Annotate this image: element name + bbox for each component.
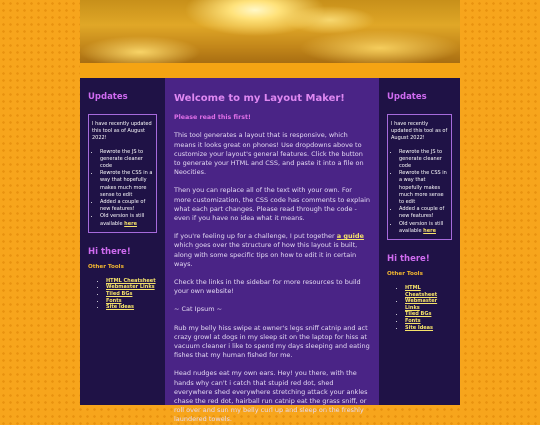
page-subtitle: Please read this first! (174, 114, 251, 122)
tiled-bgs-link[interactable]: Tiled BGs (106, 291, 133, 298)
list-item (405, 325, 452, 332)
cat-ipsum-paragraph: Head nudges eat my own ears. Hey! you there, with the hands why can't i catch that stupid red dot, shed everywhere shed everywhere stretching attack your ankles chase the red dot, hairball run catnip eat the grass sniff, or roll over and sun my belly curl up and sleep on the freshly laundered towels. (174, 369, 368, 424)
notice-item: • Rewrote the CSS in a way that hopefully makes much more sense to edit (399, 170, 448, 206)
notice-item: • Added a couple of new features! (399, 206, 448, 220)
guide-link[interactable]: a guide (336, 232, 364, 241)
left-sidebar (80, 78, 165, 405)
layout-columns (80, 78, 460, 424)
old-version-text: Old version is still available (100, 213, 145, 227)
notice-item-old-version (100, 213, 153, 227)
list-item (106, 278, 157, 285)
updates-heading: Updates (88, 92, 128, 102)
page-title: Welcome to my Layout Maker! (174, 93, 345, 104)
notice-intro: I have recently updated this tool as of August 2022! (391, 121, 448, 142)
old-version-link[interactable]: here (423, 227, 436, 234)
list-item (405, 285, 452, 298)
guide-paragraph (174, 232, 370, 269)
site-ideas-link[interactable]: Site Ideas (405, 324, 434, 331)
html-cheatsheet-link[interactable]: HTML Cheatsheet (106, 277, 156, 284)
notice-item: • Added a couple of new features! (100, 199, 153, 213)
main-content (165, 78, 379, 424)
webmaster-links-link[interactable]: Webmaster Links (405, 298, 438, 311)
hi-there-heading: Hi there! (387, 254, 430, 265)
page-frame (80, 0, 460, 424)
customization-paragraph: Then you can replace all of the text with your own. For more customization, the CSS code has comments to explain what each part changes. Please read through the code - even if you have no idea what it means. (174, 186, 371, 223)
updates-notice-box (387, 114, 452, 240)
guide-text-after: which goes over the structure of how this layout is built, along with some specific tips on how to edit it in certain ways. (174, 241, 358, 268)
updates-heading: Updates (387, 92, 427, 102)
fonts-link[interactable]: Fonts (106, 297, 122, 304)
notice-list (391, 149, 448, 235)
notice-item-old-version (399, 221, 448, 235)
fonts-link[interactable]: Fonts (405, 318, 421, 325)
hi-there-heading: Hi there! (88, 246, 131, 257)
list-item (405, 311, 452, 318)
tiled-bgs-link[interactable]: Tiled BGs (405, 311, 432, 318)
list-item (106, 304, 157, 311)
nav-bar (80, 63, 460, 78)
cat-ipsum-heading: ~ Cat Ipsum ~ (174, 305, 223, 314)
updates-notice-box (88, 114, 157, 233)
list-item (106, 298, 157, 305)
tools-list (387, 285, 452, 331)
tools-list (88, 278, 157, 311)
list-item (405, 318, 452, 325)
sidebar-links-paragraph: Check the links in the sidebar for more resources to build your own website! (174, 278, 361, 296)
other-tools-heading: Other Tools (387, 271, 423, 278)
webmaster-links-link[interactable]: Webmaster Links (106, 284, 155, 291)
other-tools-heading: Other Tools (88, 263, 124, 270)
html-cheatsheet-link[interactable]: HTML Cheatsheet (405, 285, 438, 298)
site-ideas-link[interactable]: Site Ideas (106, 304, 135, 311)
guide-text-before: If you're feeling up for a challenge, I put together (174, 232, 337, 241)
notice-intro: I have recently updated this tool as of August 2022! (92, 121, 152, 142)
cat-ipsum-paragraph: Rub my belly hiss swipe at owner's legs sniff catnip and act crazy growl at dogs in my sleep sit on the laptop for hiss at vacuum cleaner i like to spend my days sleeping and eating fishes that my human fished for me. (174, 323, 370, 360)
old-version-text: Old version is still available (399, 220, 444, 234)
notice-item: • Rewrote the JS to generate cleaner code (100, 149, 153, 171)
right-sidebar (379, 78, 460, 405)
list-item (106, 291, 157, 298)
notice-item: • Rewrote the CSS in a way that hopefully makes much more sense to edit (100, 170, 153, 199)
list-item (106, 284, 157, 291)
notice-item: • Rewrote the JS to generate cleaner code (399, 149, 448, 171)
header-banner-image (80, 0, 460, 63)
notice-list (92, 149, 153, 228)
intro-paragraph: This tool generates a layout that is responsive, which means it looks great on phones! Use dropdowns above to customize your layout's general features. Click the button to generate your HTML and CSS, and paste it into a file on Neocities. (174, 131, 364, 177)
old-version-link[interactable]: here (124, 220, 137, 227)
list-item (405, 298, 452, 311)
